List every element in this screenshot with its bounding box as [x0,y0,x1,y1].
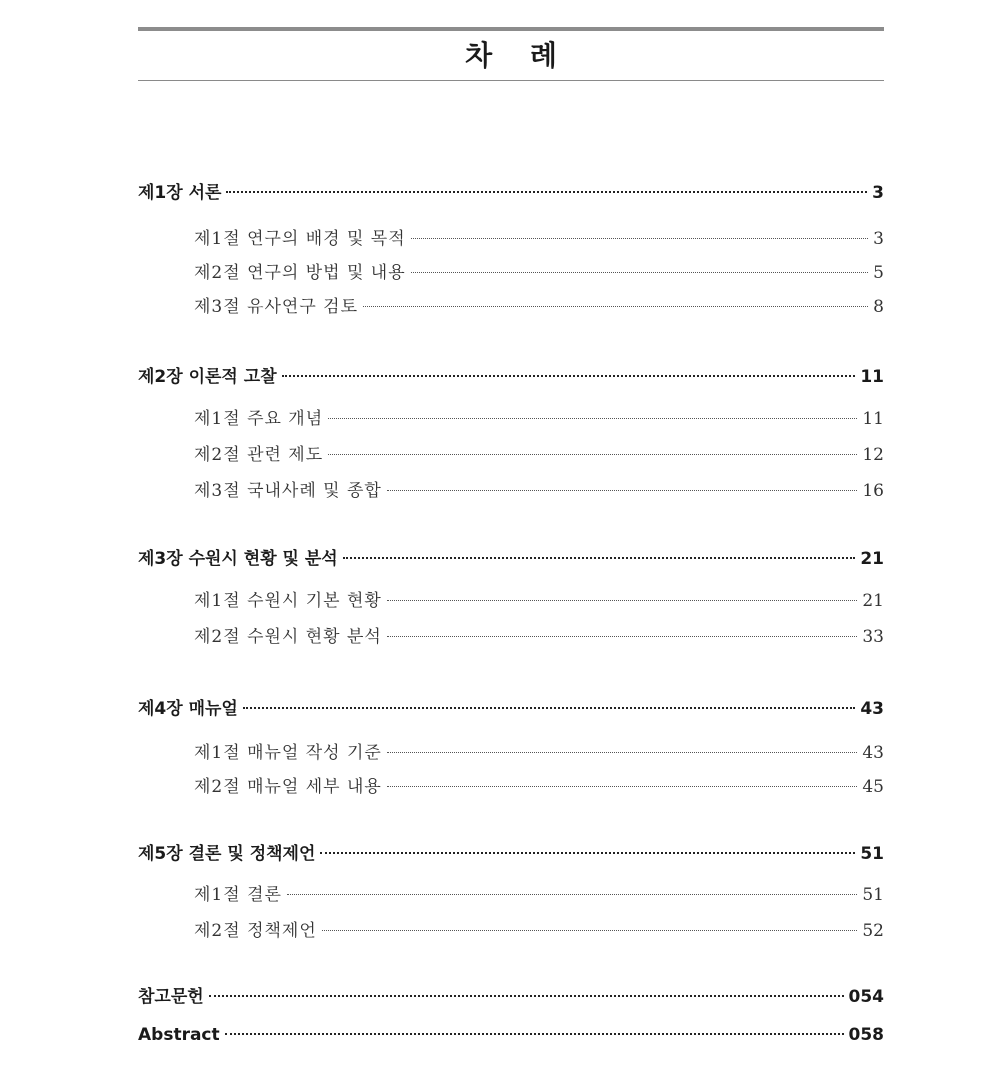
toc-section-1-2[interactable] [194,258,884,282]
toc-section-2-1[interactable] [194,404,884,428]
dot-leader [282,375,856,377]
section-page-number: 21 [862,591,884,611]
toc-references[interactable] [138,982,884,1006]
dot-leader [225,1033,844,1035]
chapter-page-number: 3 [872,183,884,203]
references-label: 참고문헌 [138,987,204,1007]
toc-section-1-1[interactable] [194,224,884,248]
dot-leader [387,752,858,753]
section-page-number: 43 [862,743,884,763]
section-page-number: 52 [862,921,884,941]
section-label: 제2절 수원시 현황 분석 [194,627,382,647]
chapter-page-number: 21 [860,549,884,569]
chapter-label: 제4장 매뉴얼 [138,699,238,719]
chapter-page-number: 51 [860,844,884,864]
toc-section-2-2[interactable] [194,440,884,464]
toc-section-5-1[interactable] [194,880,884,904]
dot-leader [363,306,868,307]
references-page-number: 054 [848,987,884,1007]
dot-leader [287,894,857,895]
dot-leader [387,636,858,637]
section-page-number: 51 [862,885,884,905]
chapter-label: 제2장 이론적 고찰 [138,367,277,387]
toc-section-4-2[interactable] [194,772,884,796]
section-page-number: 3 [873,229,884,249]
section-label: 제1절 결론 [194,885,282,905]
dot-leader [320,852,855,854]
section-label: 제1절 주요 개념 [194,409,324,429]
toc-section-3-1[interactable] [194,586,884,610]
toc-section-2-3[interactable] [194,476,884,500]
section-label: 제2절 관련 제도 [194,445,324,465]
toc-section-3-2[interactable] [194,622,884,646]
toc-chapter-4[interactable] [138,694,884,718]
toc-abstract[interactable] [138,1025,884,1049]
section-page-number: 11 [862,409,884,429]
chapter-page-number: 43 [860,699,884,719]
chapter-page-number: 11 [860,367,884,387]
toc-chapter-2[interactable] [138,362,884,386]
dot-leader [387,490,858,491]
section-page-number: 16 [862,481,884,501]
toc-section-4-1[interactable] [194,738,884,762]
section-label: 제2절 정책제언 [194,921,317,941]
dot-leader [411,272,869,273]
chapter-label: 제3장 수원시 현황 및 분석 [138,549,338,569]
toc-section-5-2[interactable] [194,916,884,940]
dot-leader [343,557,856,559]
dot-leader [322,930,858,931]
dot-leader [411,238,869,239]
dot-leader [328,418,857,419]
abstract-label: Abstract [138,1025,220,1045]
dot-leader [328,454,857,455]
section-label: 제1절 수원시 기본 현황 [194,591,382,611]
section-page-number: 5 [873,263,884,283]
section-page-number: 8 [873,297,884,317]
section-label: 제2절 연구의 방법 및 내용 [194,263,406,283]
toc-chapter-3[interactable] [138,544,884,568]
abstract-page-number: 058 [848,1025,884,1045]
dot-leader [226,191,867,193]
section-label: 제1절 매뉴얼 작성 기준 [194,743,382,763]
toc-chapter-5[interactable] [138,839,884,863]
dot-leader [243,707,855,709]
section-page-number: 33 [862,627,884,647]
dot-leader [387,786,858,787]
section-label: 제1절 연구의 배경 및 목적 [194,229,406,249]
section-page-number: 45 [862,777,884,797]
toc-chapter-1[interactable] [138,178,884,202]
page-title: 차 례 [465,39,571,72]
toc-section-1-3[interactable] [194,292,884,316]
chapter-label: 제1장 서론 [138,183,222,203]
section-label: 제2절 매뉴얼 세부 내용 [194,777,382,797]
chapter-label: 제5장 결론 및 정책제언 [138,844,316,864]
dot-leader [387,600,858,601]
dot-leader [209,995,844,997]
section-label: 제3절 국내사례 및 종합 [194,481,382,501]
section-page-number: 12 [862,445,884,465]
section-label: 제3절 유사연구 검토 [194,297,358,317]
